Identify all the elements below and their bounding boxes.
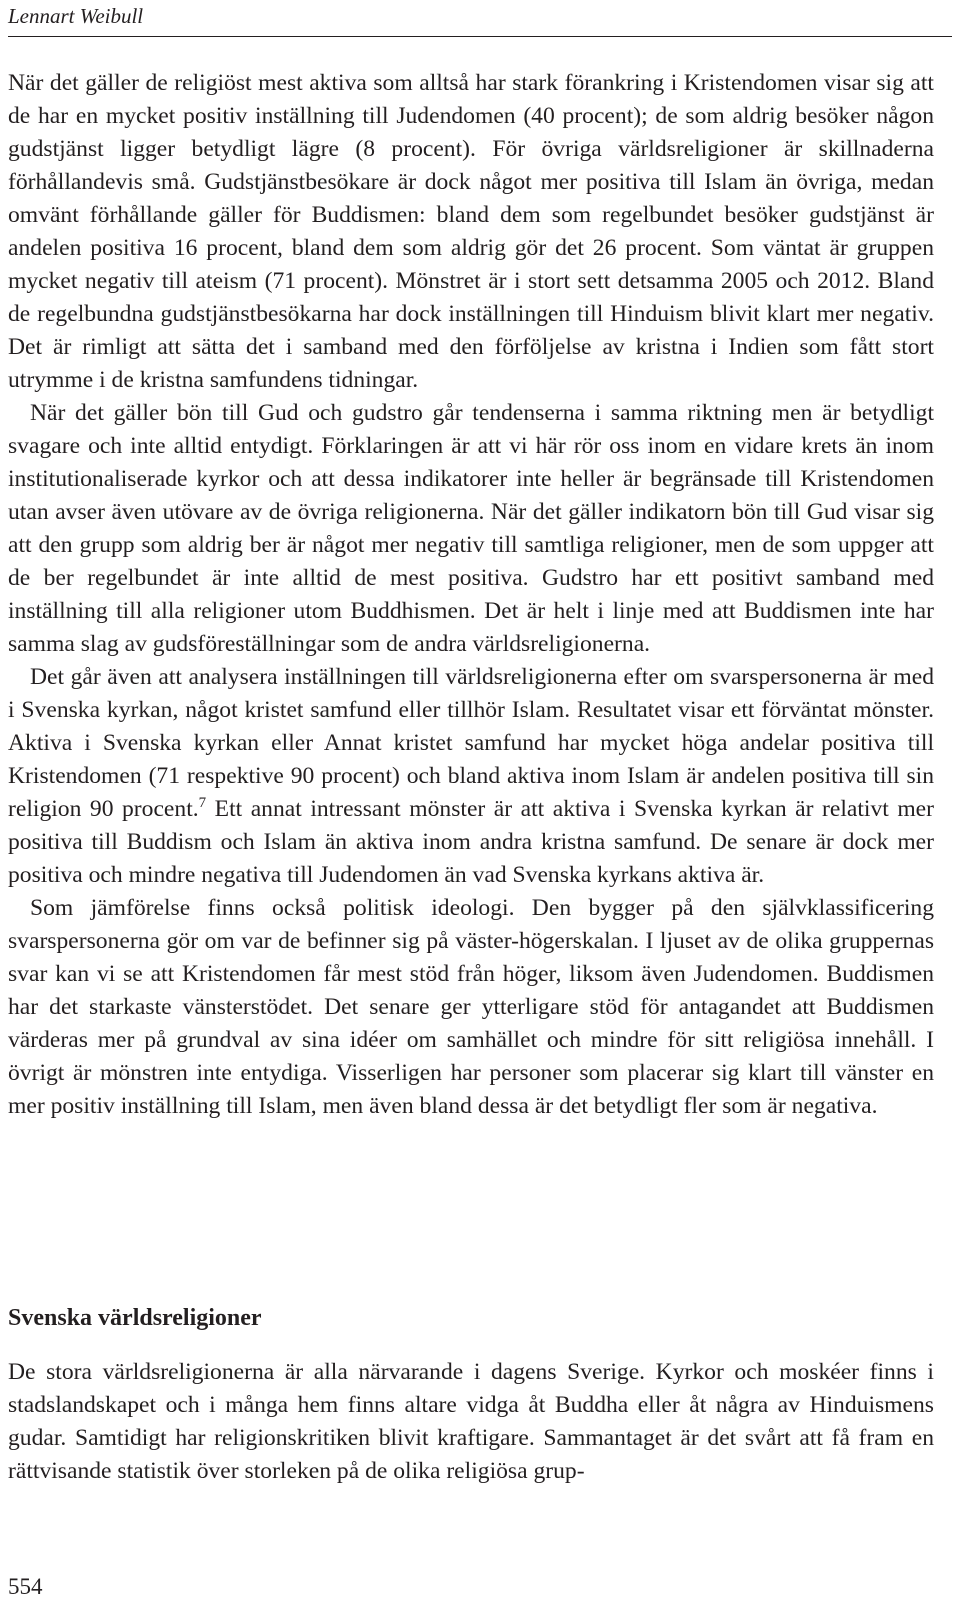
footnote-mark[interactable]: 7 bbox=[198, 795, 207, 811]
paragraph-3-text-before-note: Det går även att analysera inställningen till världsreligionerna efter om svarspersonerna är med i Svenska kyrkan, något kristet samfund eller tillhör Islam. Resultatet visar ett förväntat mönster. Aktiva i Svenska kyrkan eller Annat kristet samfund har mycket höga andelar positiva till Kristendomen (71 respektive 90 procent) och bland aktiva inom Islam är andelen positiva till sin religion 90 procent. bbox=[8, 664, 934, 822]
section-heading: Svenska världsreligioner bbox=[8, 1305, 262, 1331]
paragraph-1: När det gäller de religiöst mest aktiva som alltså har stark förankring i Kristendomen visar sig att de har en mycket positiv inställning till Judendomen (40 procent); de som aldrig besöker någon gudstjänst ligger betydligt lägre (8 procent). För övriga världsreligioner är skillnaderna förhållandevis små. Gudstjänstbesökare är dock något mer positiva till Islam än övriga, medan omvänt förhållande gäller för Buddismen: bland dem som regelbundet besöker gudstjänst är andelen positiva 16 procent, bland dem som aldrig gör det 26 procent. Som väntat är gruppen mycket negativ till ateism (71 procent). Mönstret är i stort sett detsamma 2005 och 2012. Bland de regelbundna gudstjänstbesökarna har dock inställningen till Hinduism blivit klart mer negativ. Det är rimligt att sätta det i samband med den förföljelse av kristna i Indien som fått stort utrymme i de kristna samfundens tidningar. bbox=[8, 70, 934, 393]
section-body bbox=[8, 1356, 934, 1488]
paragraph-3-text-after-note: Ett annat intressant mönster är att aktiva i Svenska kyrkan är relativt mer positiva till Buddism och Islam än aktiva inom andra kristna samfund. De senare är dock mer positiva och mindre negativa till Judendomen än vad Svenska kyrkans aktiva är. bbox=[8, 796, 934, 888]
page-number: 554 bbox=[8, 1574, 43, 1599]
header-rule bbox=[8, 36, 952, 37]
section-paragraph: De stora världsreligionerna är alla närvarande i dagens Sverige. Kyrkor och moskéer finns i stadslandskapet och i många hem finns altare vidga åt Buddha eller åt några av Hinduismens gudar. Samtidigt har religionskritiken blivit kraftigare. Sammantaget är det svårt att få fram en rättvisande statistik över storleken på de olika religiösa grup- bbox=[8, 1359, 934, 1484]
paragraph-2: När det gäller bön till Gud och gudstro går tendenserna i samma riktning men är betydligt svagare och inte alltid entydigt. Förklaringen är att vi här rör oss inom en vidare krets än inom institutionaliserade kyrkor och att dessa indikatorer inte heller är begränsade till Kristendomen utan avser även utövare av de övriga religionerna. När det gäller indikatorn bön till Gud visar sig att den grupp som aldrig ber är något mer negativ till samtliga religioner, men de som uppger att de ber regelbundet är inte alltid de mest positiva. Gudstro har ett positivt samband med inställning till alla religioner utom Buddhismen. Det är helt i linje med att Buddismen inte har samma slag av gudsföreställningar som de andra världsreligionerna. bbox=[8, 400, 934, 657]
paragraph-3 bbox=[8, 661, 934, 892]
body-text bbox=[8, 67, 934, 1123]
running-head-author: Lennart Weibull bbox=[8, 4, 144, 28]
paragraph-4: Som jämförelse finns också politisk ideologi. Den bygger på den självklassificering svarspersonerna gör om var de befinner sig på väster-högerskalan. I ljuset av de olika gruppernas svar kan vi se att Kristendomen får mest stöd från höger, liksom även Judendomen. Buddismen har det starkaste vänsterstödet. Det senare ger ytterligare stöd för antagandet att Buddismen värderas mer på grundval av sina idéer om samhället och mindre för sitt religiösa innehåll. I övrigt är mönstren inte entydiga. Visserligen har personer som placerar sig klart till vänster en mer positiv inställning till Islam, men även bland dessa är det betydligt fler som är negativa. bbox=[8, 895, 934, 1119]
